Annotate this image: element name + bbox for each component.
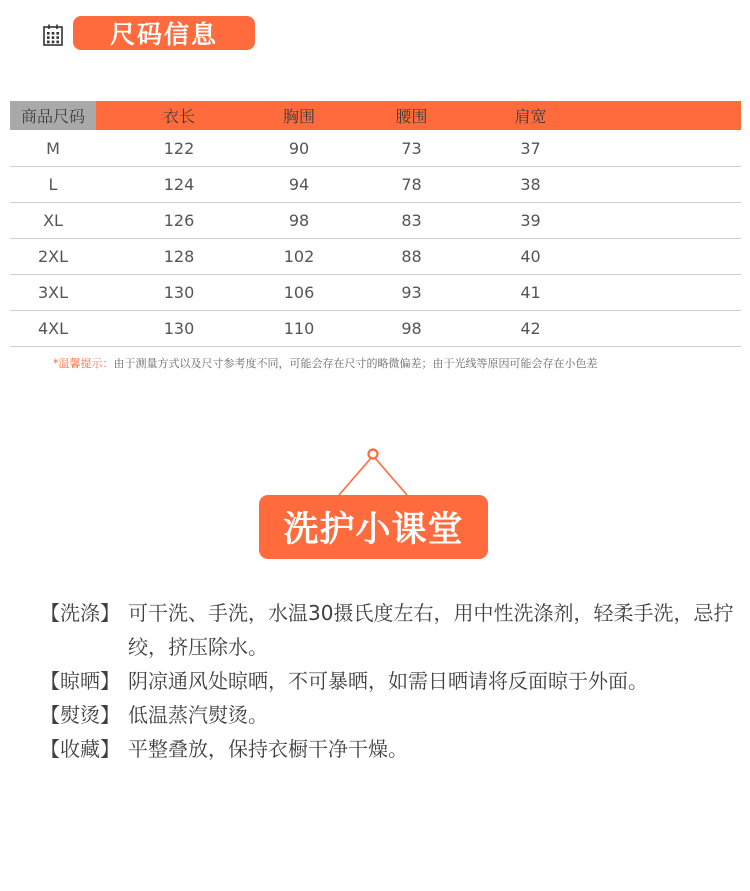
care-text: 可干洗、手洗，水温30摄氏度左右，用中性洗涤剂，轻柔手洗，忌拧绞，挤压除水。 — [128, 601, 734, 659]
table-row — [10, 203, 741, 239]
care-instructions — [40, 596, 740, 766]
section-title-size-info: 尺码信息 — [73, 16, 255, 50]
table-cell: M — [46, 138, 60, 158]
table-row — [10, 239, 741, 275]
note-prefix: *温馨提示： — [53, 357, 114, 370]
table-cell: 2XL — [37, 247, 69, 266]
care-label: 【晾晒】 — [40, 669, 120, 693]
hanger-icon — [335, 446, 415, 496]
care-item-washing — [40, 596, 740, 664]
care-label: 【洗涤】 — [40, 601, 120, 625]
column-header-shoulder: 肩宽 — [514, 107, 547, 126]
table-cell: 130 — [163, 283, 195, 302]
table-cell: 42 — [520, 319, 541, 338]
column-header-waist: 腰围 — [395, 107, 428, 126]
table-cell: 94 — [288, 175, 310, 194]
table-cell: 124 — [163, 175, 195, 194]
table-row — [10, 311, 741, 347]
table-cell: 40 — [520, 247, 541, 266]
table-cell: 102 — [283, 247, 315, 266]
table-cell: 98 — [401, 319, 422, 338]
table-cell: 83 — [401, 211, 422, 230]
table-row — [10, 275, 741, 311]
note-text: 由于测量方式以及尺寸参考度不同，可能会存在尺寸的略微偏差；由于光线等原因可能会存在小色差 — [113, 357, 598, 370]
column-header-size: 商品尺码 — [10, 101, 96, 130]
table-cell: 78 — [401, 175, 422, 194]
table-cell: 41 — [520, 283, 541, 302]
table-cell: 88 — [401, 247, 422, 266]
size-table — [10, 101, 741, 347]
table-cell: XL — [43, 211, 63, 230]
care-text: 低温蒸汽熨烫。 — [128, 703, 268, 727]
care-text: 阴凉通风处晾晒，不可暴晒，如需日晒请将反面晾于外面。 — [128, 669, 648, 693]
table-cell: 39 — [520, 211, 541, 230]
table-cell: 126 — [163, 211, 195, 230]
care-title-banner: 洗护小课堂 — [259, 495, 488, 559]
size-note — [53, 355, 598, 371]
size-table-header — [10, 101, 741, 130]
table-cell: 110 — [283, 319, 315, 338]
table-cell: 73 — [401, 138, 422, 158]
table-cell: 3XL — [37, 283, 69, 302]
table-row — [10, 130, 741, 167]
table-cell: 122 — [163, 138, 195, 158]
care-item-storage — [40, 732, 740, 766]
care-text: 平整叠放，保持衣橱干净干燥。 — [128, 737, 408, 761]
size-table-body — [10, 130, 741, 347]
table-cell: 38 — [520, 175, 541, 194]
care-label: 【收藏】 — [40, 737, 120, 761]
table-cell: L — [48, 175, 58, 194]
table-row — [10, 167, 741, 203]
care-item-drying — [40, 664, 740, 698]
table-cell: 130 — [163, 319, 195, 338]
table-cell: 4XL — [37, 319, 69, 338]
table-cell: 128 — [163, 247, 195, 266]
table-cell: 98 — [288, 211, 310, 230]
calendar-icon — [43, 24, 63, 46]
care-label: 【熨烫】 — [40, 703, 120, 727]
table-cell: 90 — [288, 138, 310, 158]
table-cell: 37 — [520, 138, 541, 158]
care-item-ironing — [40, 698, 740, 732]
column-header-length: 衣长 — [162, 107, 195, 126]
table-cell: 93 — [401, 283, 422, 302]
column-header-chest: 胸围 — [282, 107, 315, 126]
table-cell: 106 — [283, 283, 315, 302]
